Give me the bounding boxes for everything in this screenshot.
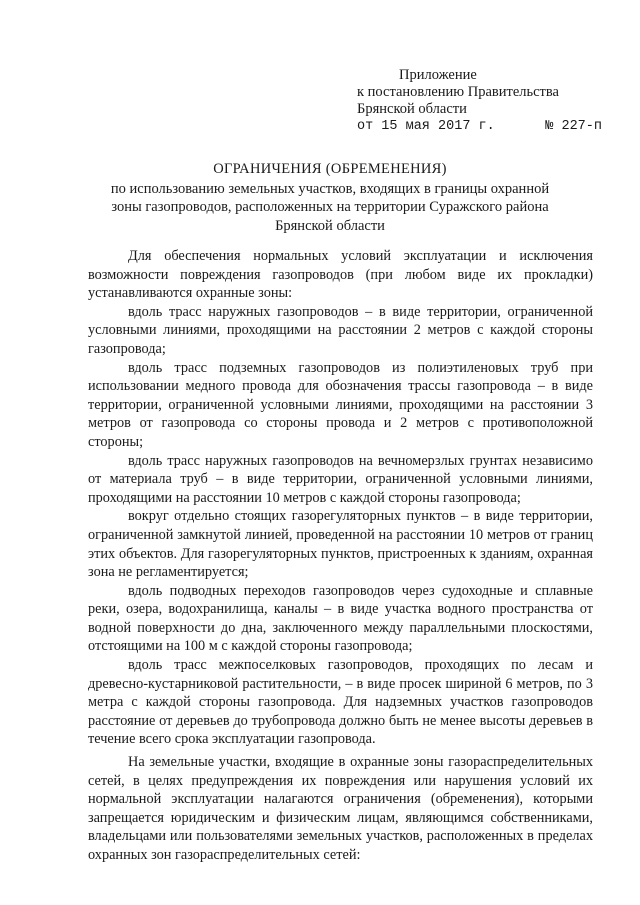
document-body [88,247,593,865]
title-main: ОГРАНИЧЕНИЯ (ОБРЕМЕНЕНИЯ) [213,161,447,177]
appendix-label: Приложение [399,67,477,83]
paragraph-forest-pipelines: вдоль трасс межпоселковых газопроводов, проходящих по лесам и древесно-кустарниковой растительности, – в виде просек шириной 6 метров, по 3 метра с каждой стороны газопровода. Для надземных участков газопроводов расстояние от деревьев до трубопровода должно быть не менее высоты деревьев в течение всего срока эксплуатации газопровода. [88,657,593,748]
date-number-line [357,118,602,135]
paragraph-intro: Для обеспечения нормальных условий эксплуатации и исключения возможности повреждения газопроводов (при любом виде их прокладки) устанавливаются охранные зоны: [88,248,593,302]
appendix-header [357,67,617,135]
resolution-date: от 15 мая 2017 г. [357,119,495,134]
paragraph-underground-pipelines: вдоль трасс подземных газопроводов из полиэтиленовых труб при использовании медного провода для обозначения трассы газопровода – в виде территории, ограниченной условными линиями, проходящими на расстоянии 3 метров от газопровода со стороны провода и 2 метров с противоположной стороны; [88,359,593,450]
paragraph-land-restrictions: На земельные участки, входящие в охранные зоны газораспределительных сетей, в целях предупреждения их повреждения или нарушения условий их нормальной эксплуатации налагаются ограничения (обременения), которыми запрещается юридическим и физическим лицам, являющимся собственниками, владельцами или пользователями земельных участков, расположенных в пределах охранных зон газораспределительных сетей: [88,754,593,863]
paragraph-regulator-points: вокруг отдельно стоящих газорегуляторных пунктов – в виде территории, ограниченной замкнутой линией, проведенной на расстоянии 10 метров от границ этих объектов. Для газорегуляторных пунктов, пристроенных к зданиям, охранная зона не регламентируется; [88,508,593,581]
resolution-number: № 227-п [545,119,602,134]
resolution-reference: к постановлению Правительства [357,84,559,100]
paragraph-underwater-crossings: вдоль подводных переходов газопроводов через судоходные и сплавные реки, озера, водохранилища, каналы – в виде участка водного пространства от водной поверхности до дна, заключенного между параллельными плоскостями, отстоящими на 100 м с каждой стороны газопровода; [88,582,593,655]
region-name: Брянской области [357,101,467,117]
title-subtitle-line-1: по использованию земельных участков, входящих в границы охранной [110,180,550,197]
document-title [80,160,580,235]
paragraph-permafrost-pipelines: вдоль трасс наружных газопроводов на вечномерзлых грунтах независимо от материала труб – в виде территории, ограниченной условными линиями, проходящими на расстоянии 10 метров с каждой стороны газопровода; [88,452,593,506]
title-subtitle-line-3: Брянской области [275,217,385,234]
paragraph-outer-pipelines: вдоль трасс наружных газопроводов – в виде территории, ограниченной условными линиями, проходящими на расстоянии 2 метров с каждой стороны газопровода; [88,303,593,357]
title-subtitle-line-2: зоны газопроводов, расположенных на территории Суражского района [111,199,549,215]
